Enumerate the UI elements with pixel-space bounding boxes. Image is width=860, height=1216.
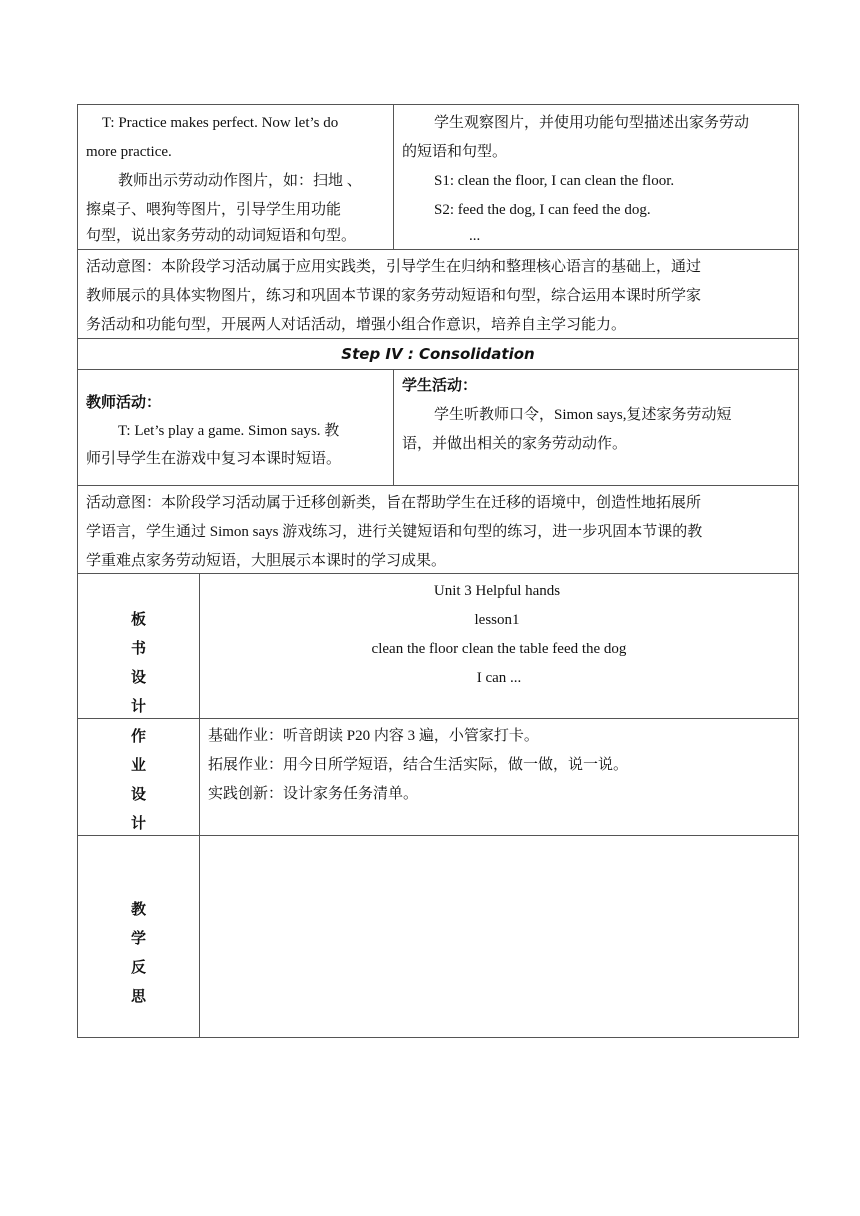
- practice-intent-line: 教师展示的具体实物图片，练习和巩固本节课的家务劳动短语和句型，综合运用本课时所学家: [86, 288, 702, 304]
- homework-line: 基础作业：听音朗读 P20 内容 3 遍，小管家打卡。: [208, 728, 539, 744]
- board-label-cell: [77, 573, 200, 719]
- step4-teacher-label: 教师活动：: [86, 395, 162, 411]
- homework-line: 拓展作业：用今日所学短语，结合生活实际，做一做，说一说。: [208, 757, 629, 773]
- practice-student-line: 的短语和句型。: [402, 144, 508, 160]
- homework-line: 实践创新：设计家务任务清单。: [208, 786, 419, 802]
- step4-student-line: 学生听教师口令，Simon says,复述家务劳动短: [434, 407, 732, 423]
- step4-intent-line: 学语言，学生通过 Simon says 游戏练习，进行关键短语和句型的练习，进一步巩固本节课的教: [86, 524, 703, 540]
- board-line: clean the floor clean the table feed the dog: [371, 641, 627, 657]
- reflection-label-char: 学: [130, 931, 146, 947]
- homework-label-char: 设: [130, 787, 146, 803]
- reflection-label-char: 教: [130, 902, 146, 918]
- step4-title-cell: [77, 338, 799, 370]
- practice-student-line: 学生观察图片，并使用功能句型描述出家务劳动: [434, 115, 750, 131]
- step4-teacher-line: 师引导学生在游戏中复习本课时短语。: [86, 451, 342, 467]
- practice-student-line: ...: [469, 228, 481, 244]
- practice-intent-line: 务活动和功能句型，开展两人对话活动，增强小组合作意识，培养自主学习能力。: [86, 317, 627, 333]
- practice-teacher-cell: [77, 104, 394, 250]
- homework-label-char: 计: [130, 816, 146, 832]
- step4-student-line: 语，并做出相关的家务劳动动作。: [402, 436, 628, 452]
- practice-student-line: S1: clean the floor, I can clean the floor.: [434, 173, 675, 189]
- homework-label-char: 业: [130, 758, 146, 774]
- homework-label-cell: [77, 718, 200, 836]
- board-label-char: 计: [130, 699, 146, 715]
- homework-content-cell: [199, 718, 799, 836]
- homework-label-char: 作: [130, 729, 146, 745]
- practice-student-line: S2: feed the dog, I can feed the dog.: [434, 202, 651, 218]
- board-label-char: 设: [130, 670, 146, 686]
- reflection-label-cell: [77, 835, 200, 1038]
- practice-teacher-line: T: Practice makes perfect. Now let’s do: [102, 115, 339, 131]
- practice-student-cell: [393, 104, 799, 250]
- board-line: Unit 3 Helpful hands: [433, 583, 561, 599]
- reflection-label-char: 思: [130, 989, 146, 1005]
- reflection-content-cell: [199, 835, 799, 1038]
- step4-title: Step IV : Consolidation: [341, 345, 535, 363]
- step4-teacher-cell: [77, 369, 394, 486]
- reflection-label-char: 反: [130, 960, 146, 976]
- practice-teacher-line: 擦桌子、喂狗等图片，引导学生用功能: [86, 202, 342, 218]
- step4-intent-line: 学重难点家务劳动短语，大胆展示本课时的学习成果。: [86, 553, 447, 569]
- board-label-char: 书: [130, 641, 146, 657]
- step4-student-label: 学生活动：: [402, 378, 478, 394]
- practice-intent-cell: [77, 249, 799, 339]
- step4-teacher-line: T: Let’s play a game. Simon says. 教: [118, 423, 340, 439]
- step4-intent-line: 活动意图：本阶段学习活动属于迁移创新类，旨在帮助学生在迁移的语境中，创造性地拓展所: [86, 495, 702, 511]
- board-content-cell: [199, 573, 799, 719]
- practice-teacher-line: more practice.: [86, 144, 172, 160]
- practice-teacher-line: 教师出示劳动动作图片，如：扫地 、: [118, 173, 362, 189]
- step4-student-cell: [393, 369, 799, 486]
- board-line: lesson1: [474, 612, 520, 628]
- board-label-char: 板: [130, 612, 146, 628]
- step4-intent-cell: [77, 485, 799, 574]
- practice-teacher-line: 句型，说出家务劳动的动词短语和句型。: [86, 228, 357, 244]
- practice-intent-line: 活动意图：本阶段学习活动属于应用实践类，引导学生在归纳和整理核心语言的基础上，通过: [86, 259, 702, 275]
- board-line: I can ...: [476, 670, 522, 686]
